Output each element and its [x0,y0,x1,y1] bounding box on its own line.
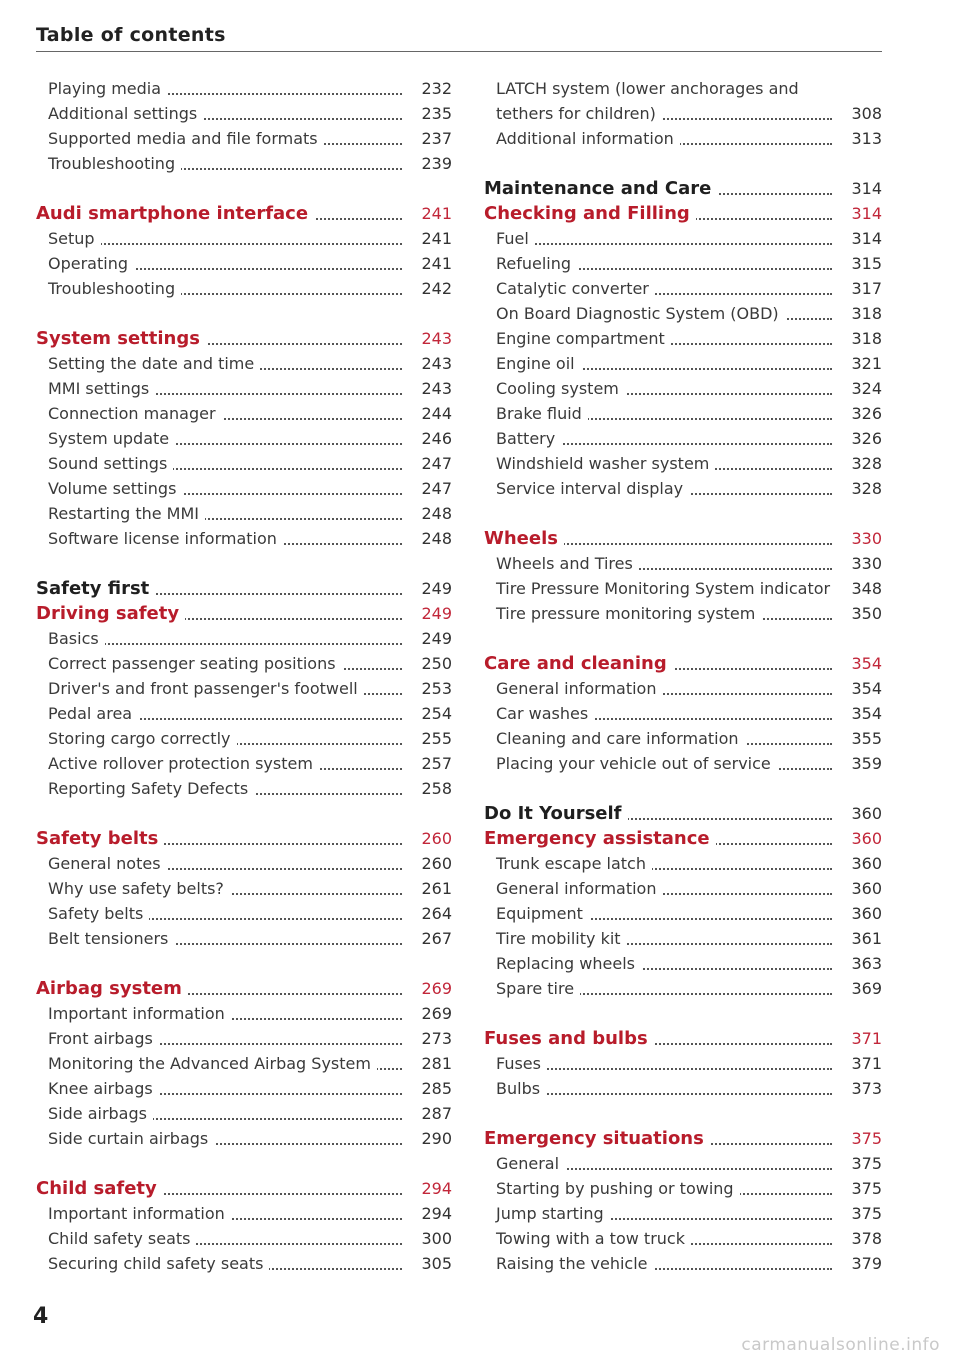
toc-entry-title: Tire Pressure Monitoring System indicator [484,579,836,598]
toc-entry-title: Setting the date and time [36,354,260,373]
toc-entry[interactable] [36,526,452,551]
toc-entry[interactable] [36,1026,452,1051]
toc-entry[interactable] [484,951,882,976]
toc-page-number: 378 [838,1226,882,1251]
toc-page-number: 249 [408,601,452,626]
toc-entry[interactable] [36,76,452,101]
toc-left-column [36,76,452,1276]
toc-page-number: 350 [838,601,882,626]
toc-entry-title: Brake fluid [484,404,588,423]
toc-entry[interactable] [36,501,452,526]
section-spacer [36,1151,452,1176]
toc-page-number: 239 [408,151,452,176]
toc-entry-title: System settings [36,328,206,349]
toc-entry[interactable] [484,1226,882,1251]
toc-entry[interactable] [484,1251,882,1276]
toc-part-heading[interactable] [36,576,452,601]
toc-page-number: 354 [838,701,882,726]
toc-entry-title: Basics [36,629,105,648]
toc-entry-title: Airbag system [36,978,188,999]
toc-entry[interactable] [36,1101,452,1126]
section-spacer [484,151,882,176]
section-spacer [36,301,452,326]
toc-entry[interactable] [36,851,452,876]
section-spacer [484,1101,882,1126]
toc-entry[interactable] [36,1051,452,1076]
toc-entry-title: Towing with a tow truck [484,1229,691,1248]
toc-entry[interactable] [36,626,452,651]
toc-page-number: 250 [408,651,452,676]
toc-entry-title: Engine oil [484,354,581,373]
toc-page-number: 287 [408,1101,452,1126]
toc-page-number: 354 [838,676,882,701]
toc-entry-title: Storing cargo correctly [36,729,237,748]
toc-entry-title: Windshield washer system [484,454,715,473]
toc-entry[interactable] [484,901,882,926]
toc-entry-title: Sound settings [36,454,173,473]
toc-entry[interactable] [36,101,452,126]
toc-entry-title: Restarting the MMI [36,504,205,523]
toc-entry-title: Catalytic converter [484,279,655,298]
toc-entry[interactable] [36,126,452,151]
toc-page-number: 255 [408,726,452,751]
toc-page-number: 354 [838,651,882,676]
toc-page-number: 314 [838,201,882,226]
toc-entry[interactable] [36,151,452,176]
toc-page-number: 328 [838,451,882,476]
toc-entry-title: Do It Yourself [484,803,628,824]
section-spacer [484,776,882,801]
toc-entry-title: LATCH system (lower anchorages and [484,79,805,98]
toc-page-number: 232 [408,76,452,101]
toc-entry[interactable] [36,1226,452,1251]
toc-entry-title: Volume settings [36,479,182,498]
toc-page-number: 360 [838,851,882,876]
toc-page-number: 363 [838,951,882,976]
toc-entry[interactable] [484,576,882,601]
toc-entry-title: Safety belts [36,828,164,849]
toc-page-number: 326 [838,426,882,451]
toc-page-number: 253 [408,676,452,701]
toc-entry[interactable] [36,926,452,951]
toc-entry-title: Reporting Safety Defects [36,779,254,798]
toc-page-number: 241 [408,201,452,226]
toc-entry[interactable] [36,401,452,426]
toc-entry[interactable] [484,701,882,726]
toc-entry-title: Front airbags [36,1029,159,1048]
toc-page-number: 261 [408,876,452,901]
toc-entry-title: Emergency situations [484,1128,710,1149]
toc-entry[interactable] [36,351,452,376]
toc-page-number: 355 [838,726,882,751]
toc-page-number: 318 [838,301,882,326]
toc-entry-title: MMI settings [36,379,155,398]
toc-entry[interactable] [36,1251,452,1276]
toc-page-number: 361 [838,926,882,951]
toc-entry[interactable] [484,551,882,576]
toc-entry-title: Active rollover protection system [36,754,319,773]
toc-entry-title: Spare tire [484,979,580,998]
toc-page-number: 375 [838,1126,882,1151]
header-divider [36,51,882,52]
toc-entry-title: Emergency assistance [484,828,716,849]
toc-page-number: 330 [838,526,882,551]
toc-entry-title: Raising the vehicle [484,1254,654,1273]
toc-entry[interactable] [36,451,452,476]
section-spacer [36,801,452,826]
toc-entry[interactable] [484,851,882,876]
toc-chapter-entry[interactable] [36,1176,452,1201]
toc-entry-title: Equipment [484,904,589,923]
toc-entry[interactable] [36,751,452,776]
toc-entry-title: Child safety seats [36,1229,196,1248]
toc-entry[interactable] [484,926,882,951]
toc-page-number: 243 [408,376,452,401]
toc-part-heading[interactable] [484,801,882,826]
toc-page-number: 375 [838,1201,882,1226]
toc-page-number: 269 [408,1001,452,1026]
toc-page-number: 249 [408,576,452,601]
toc-page-number: 308 [838,101,882,126]
toc-entry-title: Setup [36,229,101,248]
toc-entry[interactable] [484,426,882,451]
toc-entry[interactable] [484,476,882,501]
toc-entry-title: Replacing wheels [484,954,641,973]
toc-entry-title: Car washes [484,704,594,723]
toc-entry[interactable] [484,876,882,901]
toc-entry-title: Fuses and bulbs [484,1028,654,1049]
toc-entry-title: Placing your vehicle out of service [484,754,777,773]
toc-page-number: 294 [408,1176,452,1201]
toc-page-number: 379 [838,1251,882,1276]
toc-entry-title: Additional settings [36,104,203,123]
toc-entry-title: General notes [36,854,167,873]
toc-entry[interactable] [36,1201,452,1226]
toc-entry[interactable] [484,351,882,376]
toc-page-number: 264 [408,901,452,926]
toc-entry-title: Tire pressure monitoring system [484,604,761,623]
toc-page-number: 242 [408,276,452,301]
toc-page-number: 290 [408,1126,452,1151]
toc-page-number: 254 [408,701,452,726]
toc-entry-title: Securing child safety seats [36,1254,269,1273]
toc-entry-title: Wheels [484,528,564,549]
toc-page-number: 243 [408,326,452,351]
toc-page-number: 237 [408,126,452,151]
toc-entry[interactable] [36,226,452,251]
toc-entry[interactable] [484,751,882,776]
toc-page-number: 321 [838,351,882,376]
toc-entry[interactable] [36,476,452,501]
toc-entry[interactable] [36,1126,452,1151]
toc-entry-title: Software license information [36,529,283,548]
toc-entry-title: Child safety [36,1178,163,1199]
toc-page-number: 313 [838,126,882,151]
toc-chapter-entry[interactable] [484,526,882,551]
toc-entry-title: Engine compartment [484,329,671,348]
toc-chapter-entry[interactable] [36,826,452,851]
toc-entry[interactable] [484,451,882,476]
toc-entry[interactable] [484,126,882,151]
toc-page-number: 348 [838,576,882,601]
toc-page-number: 360 [838,801,882,826]
toc-entry-title: Belt tensioners [36,929,174,948]
toc-entry-title: Pedal area [36,704,138,723]
toc-page-number: 330 [838,551,882,576]
toc-entry-title: Wheels and Tires [484,554,639,573]
page-header-title: Table of contents [36,24,226,46]
toc-entry[interactable] [484,251,882,276]
toc-entry-title: Knee airbags [36,1079,159,1098]
toc-entry-title: Bulbs [484,1079,546,1098]
toc-entry-title: Side airbags [36,1104,153,1123]
toc-entry-title: Audi smartphone interface [36,203,314,224]
toc-entry-title: Driving safety [36,603,185,624]
toc-page-number: 267 [408,926,452,951]
toc-page-number: 246 [408,426,452,451]
section-spacer [484,501,882,526]
toc-part-heading[interactable] [484,176,882,201]
toc-entry[interactable] [484,976,882,1001]
toc-entry[interactable] [36,376,452,401]
toc-entry-title: General [484,1154,565,1173]
toc-entry[interactable] [36,251,452,276]
toc-page-number: 260 [408,851,452,876]
toc-page-number: 300 [408,1226,452,1251]
toc-entry-title: Correct passenger seating positions [36,654,342,673]
toc-entry-title: Care and cleaning [484,653,673,674]
toc-chapter-entry[interactable] [36,976,452,1001]
toc-entry[interactable] [36,1001,452,1026]
toc-entry[interactable] [484,1201,882,1226]
toc-page-number: 248 [408,526,452,551]
toc-entry-title: Fuses [484,1054,547,1073]
toc-entry-title: Battery [484,429,561,448]
toc-page-number: 360 [838,901,882,926]
toc-page-number: 375 [838,1151,882,1176]
toc-entry[interactable] [484,301,882,326]
toc-entry[interactable] [36,276,452,301]
page-number: 4 [33,1304,49,1329]
toc-entry-title: General information [484,879,662,898]
toc-page-number: 326 [838,401,882,426]
toc-page-number: 371 [838,1026,882,1051]
toc-page-number: 243 [408,351,452,376]
toc-entry-title: Important information [36,1204,231,1223]
toc-entry[interactable] [484,1051,882,1076]
toc-page-number: 249 [408,626,452,651]
toc-entry-title: Service interval display [484,479,689,498]
toc-entry[interactable] [36,901,452,926]
toc-chapter-entry[interactable] [484,651,882,676]
toc-entry-title: Starting by pushing or towing [484,1179,740,1198]
toc-page-number: 247 [408,451,452,476]
watermark: carmanualsonline.info [741,1335,940,1355]
toc-entry-title: tethers for children) [484,104,662,123]
toc-page-number: 247 [408,476,452,501]
toc-page-number: 359 [838,751,882,776]
toc-entry-title: Trunk escape latch [484,854,652,873]
toc-chapter-entry[interactable] [36,326,452,351]
toc-entry-title: Fuel [484,229,535,248]
toc-entry[interactable] [36,1076,452,1101]
toc-entry-title: On Board Diagnostic System (OBD) [484,304,785,323]
toc-entry[interactable] [484,676,882,701]
toc-page-number: 285 [408,1076,452,1101]
toc-entry[interactable] [484,226,882,251]
toc-page-number: 324 [838,376,882,401]
toc-page-number: 260 [408,826,452,851]
toc-page-number: 258 [408,776,452,801]
toc-entry-title: Tire mobility kit [484,929,627,948]
toc-page-number: 318 [838,326,882,351]
toc-page-number: 315 [838,251,882,276]
toc-entry-title: Playing media [36,79,167,98]
toc-entry-title: System update [36,429,175,448]
toc-page-number: 373 [838,1076,882,1101]
toc-chapter-entry[interactable] [484,1026,882,1051]
toc-page-number: 371 [838,1051,882,1076]
toc-page-number: 235 [408,101,452,126]
toc-entry[interactable] [484,276,882,301]
toc-entry[interactable] [484,326,882,351]
section-spacer [484,1001,882,1026]
toc-entry-title: Operating [36,254,134,273]
toc-page-number: 241 [408,226,452,251]
toc-entry-title: Maintenance and Care [484,178,717,199]
toc-entry-title: Safety belts [36,904,149,923]
toc-page-number: 269 [408,976,452,1001]
section-spacer [36,176,452,201]
toc-entry-title: Troubleshooting [36,154,181,173]
toc-page-number: 273 [408,1026,452,1051]
toc-entry-title: Driver's and front passenger's footwell [36,679,364,698]
toc-entry[interactable] [484,401,882,426]
toc-entry[interactable] [484,76,882,101]
toc-entry[interactable] [484,1176,882,1201]
toc-page-number: 369 [838,976,882,1001]
toc-entry[interactable] [36,676,452,701]
toc-entry[interactable] [36,426,452,451]
toc-page-number: 257 [408,751,452,776]
section-spacer [36,551,452,576]
toc-chapter-entry[interactable] [484,201,882,226]
toc-page-number: 360 [838,876,882,901]
toc-page-number: 328 [838,476,882,501]
toc-chapter-entry[interactable] [36,201,452,226]
toc-entry[interactable] [484,101,882,126]
toc-page-number: 305 [408,1251,452,1276]
toc-entry[interactable] [36,726,452,751]
toc-entry[interactable] [484,376,882,401]
toc-page-number: 281 [408,1051,452,1076]
toc-chapter-entry[interactable] [36,601,452,626]
dot-leader [484,243,832,245]
toc-entry[interactable] [484,1076,882,1101]
toc-entry-title: Additional information [484,129,680,148]
toc-entry-title: Safety first [36,578,155,599]
toc-entry-title: Troubleshooting [36,279,181,298]
toc-entry-title: General information [484,679,662,698]
toc-page-number: 241 [408,251,452,276]
toc-page-number: 294 [408,1201,452,1226]
section-spacer [36,951,452,976]
toc-entry-title: Monitoring the Advanced Airbag System [36,1054,377,1073]
toc-page-number: 248 [408,501,452,526]
toc-page-number: 375 [838,1176,882,1201]
toc-entry[interactable] [36,651,452,676]
toc-page-number: 360 [838,826,882,851]
toc-page-number: 244 [408,401,452,426]
toc-entry-title: Cleaning and care information [484,729,745,748]
toc-entry-title: Jump starting [484,1204,610,1223]
toc-entry-title: Checking and Filling [484,203,696,224]
toc-entry-title: Side curtain airbags [36,1129,214,1148]
toc-chapter-entry[interactable] [484,826,882,851]
toc-entry[interactable] [484,726,882,751]
toc-entry[interactable] [36,776,452,801]
toc-entry[interactable] [36,701,452,726]
toc-right-column [484,76,882,1276]
toc-entry[interactable] [36,876,452,901]
toc-entry-title: Why use safety belts? [36,879,230,898]
toc-entry[interactable] [484,1151,882,1176]
toc-entry-title: Supported media and file formats [36,129,324,148]
toc-entry[interactable] [484,601,882,626]
toc-chapter-entry[interactable] [484,1126,882,1151]
toc-entry-title: Connection manager [36,404,222,423]
toc-page-number: 314 [838,176,882,201]
toc-entry-title: Important information [36,1004,231,1023]
toc-entry-title: Refueling [484,254,577,273]
toc-page-number: 314 [838,226,882,251]
toc-entry-title: Cooling system [484,379,625,398]
toc-page-number: 317 [838,276,882,301]
section-spacer [484,626,882,651]
